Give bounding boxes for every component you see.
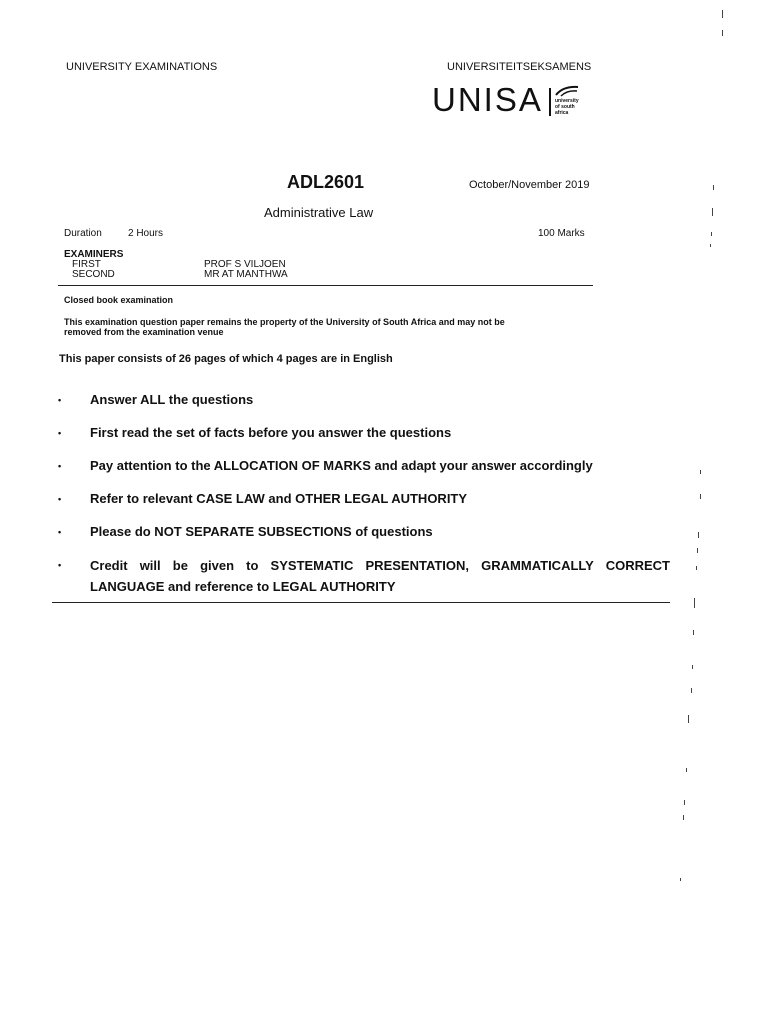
duration-value: 2 Hours bbox=[128, 228, 164, 239]
instruction-item: Answer ALL the questions bbox=[90, 392, 254, 407]
second-examiner-name: MR AT MANTHWA bbox=[204, 269, 288, 280]
scan-speck bbox=[710, 244, 711, 247]
header-university-examinations: UNIVERSITY EXAMINATIONS bbox=[66, 61, 218, 73]
scan-speck bbox=[688, 715, 689, 723]
scan-speck bbox=[693, 630, 694, 635]
exam-date: October/November 2019 bbox=[469, 179, 590, 191]
scan-speck bbox=[680, 878, 681, 881]
scan-speck bbox=[697, 548, 698, 553]
scan-speck bbox=[722, 30, 723, 36]
scan-speck bbox=[696, 566, 697, 570]
bottom-divider-rule bbox=[52, 602, 670, 603]
scan-speck bbox=[700, 494, 701, 499]
logo-swoosh-icon bbox=[555, 85, 579, 97]
scan-speck bbox=[712, 208, 713, 216]
bullet-icon: • bbox=[58, 494, 62, 504]
logo-divider bbox=[549, 88, 551, 116]
closed-book-note: Closed book examination bbox=[64, 295, 174, 305]
first-examiner-label: FIRST bbox=[72, 259, 101, 270]
bullet-icon: • bbox=[58, 560, 62, 570]
logo-wordmark: UNISA bbox=[432, 81, 543, 118]
scan-speck bbox=[713, 185, 714, 190]
scan-speck bbox=[694, 598, 695, 608]
bullet-icon: • bbox=[58, 428, 62, 438]
divider-rule bbox=[58, 285, 593, 286]
scan-speck bbox=[683, 815, 684, 820]
property-notice: This examination question paper remains the property of the University of South Africa and may not be removed from the examination venue bbox=[64, 317, 505, 337]
scan-speck bbox=[700, 470, 701, 474]
instruction-item: Refer to relevant CASE LAW and OTHER LEGAL AUTHORITY bbox=[90, 491, 468, 506]
scan-speck bbox=[684, 800, 685, 805]
bullet-icon: • bbox=[58, 461, 62, 471]
first-examiner-name: PROF S VILJOEN bbox=[204, 259, 286, 270]
instruction-item: Please do NOT SEPARATE SUBSECTIONS of questions bbox=[90, 524, 433, 539]
bullet-icon: • bbox=[58, 395, 62, 405]
page-count-note: This paper consists of 26 pages of which 4 pages are in English bbox=[59, 353, 393, 365]
bullet-icon: • bbox=[58, 527, 62, 537]
instruction-item: Credit will be given to SYSTEMATIC PRESENTATION, GRAMMATICALLY CORRECT LANGUAGE and reference to LEGAL AUTHORITY bbox=[90, 558, 670, 594]
second-examiner-label: SECOND bbox=[72, 269, 115, 280]
logo-subtitle: university of south africa bbox=[555, 98, 579, 116]
duration-label: Duration bbox=[64, 228, 102, 239]
scan-speck bbox=[722, 10, 723, 18]
instruction-item: Pay attention to the ALLOCATION OF MARKS and adapt your answer accordingly bbox=[90, 458, 593, 473]
scan-speck bbox=[711, 232, 712, 236]
scan-speck bbox=[692, 665, 693, 669]
module-title: Administrative Law bbox=[264, 205, 374, 220]
examiners-heading: EXAMINERS bbox=[64, 249, 124, 260]
total-marks: 100 Marks bbox=[538, 228, 585, 239]
header-universiteitseksamens: UNIVERSITEITSEKSAMENS bbox=[447, 61, 592, 73]
scan-speck bbox=[686, 768, 687, 772]
module-code: ADL2601 bbox=[287, 172, 365, 192]
scan-speck bbox=[698, 532, 699, 538]
scan-speck bbox=[691, 688, 692, 693]
instruction-item: First read the set of facts before you answer the questions bbox=[90, 425, 452, 440]
